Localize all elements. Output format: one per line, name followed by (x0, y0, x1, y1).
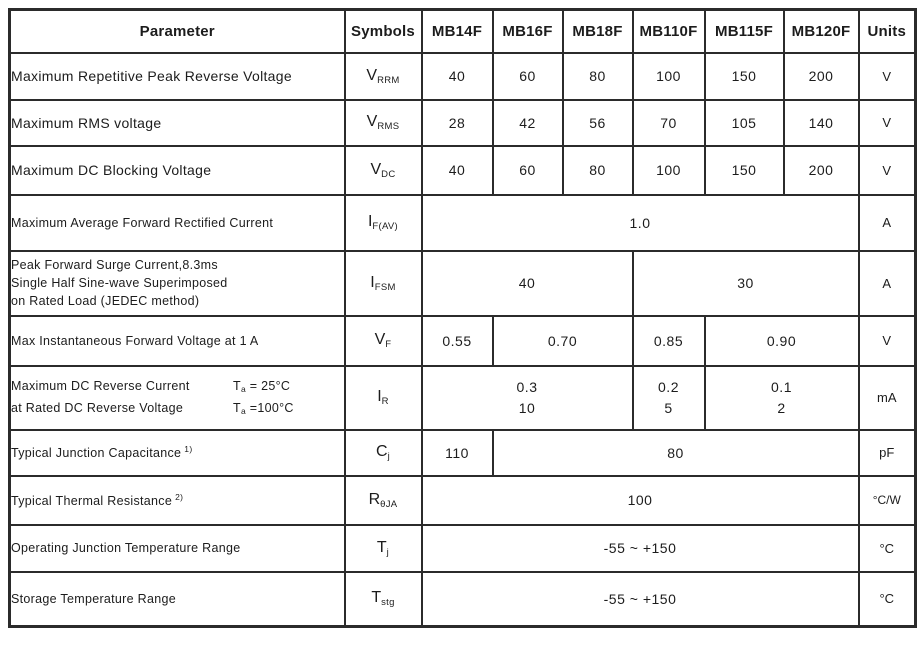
symbol-cell (345, 572, 422, 627)
unit-cell: A (859, 195, 916, 251)
value-bottom: 2 (777, 399, 786, 416)
table-header-row (10, 10, 916, 53)
symbol-subscript: j (387, 451, 390, 462)
value-cell: 100 (633, 146, 705, 195)
condition-base: T (233, 400, 241, 415)
col-header-mb110f: MB110F (633, 10, 705, 53)
param-text: Typical Thermal Resistance (11, 494, 173, 509)
value-cell: 150 (705, 53, 784, 100)
symbol-cell (345, 525, 422, 572)
value-cell: 60 (493, 146, 563, 195)
unit-cell: °C (859, 525, 916, 572)
value-cell: 140 (784, 100, 859, 146)
maximum-ratings-table (8, 8, 917, 628)
value-cell: 0.55 (422, 316, 493, 366)
unit-cell: V (859, 53, 916, 100)
value-bottom: 5 (664, 399, 673, 416)
param-cell (10, 430, 345, 476)
symbol-base: I (377, 388, 382, 405)
table-row-rthja (10, 476, 916, 525)
table-row-cj (10, 430, 916, 476)
symbol-base: C (376, 443, 388, 460)
unit-cell: V (859, 100, 916, 146)
value-cell-span-right: 30 (633, 251, 859, 316)
value-cell: 100 (633, 53, 705, 100)
table-row-tstg (10, 572, 916, 627)
col-header-symbols: Symbols (345, 10, 422, 53)
param-line: on Rated Load (JEDEC method) (11, 294, 200, 309)
unit-cell: A (859, 251, 916, 316)
param-text: Typical Junction Capacitance (11, 446, 182, 461)
table-row-vrrm (10, 53, 916, 100)
param-line: Single Half Sine-wave Superimposed (11, 275, 228, 290)
symbol-base: T (376, 538, 387, 556)
col-header-mb120f: MB120F (784, 10, 859, 53)
param-cell (10, 366, 345, 430)
symbol-subscript: θJA (380, 498, 398, 510)
value-cell: 80 (563, 146, 633, 195)
value-cell-span: 0.70 (493, 316, 633, 366)
table-row-ifsm (10, 251, 916, 316)
footnote-marker: 1) (184, 444, 193, 455)
value-cell: 105 (705, 100, 784, 146)
condition-text (233, 398, 294, 419)
value-cell-span: 80 (493, 430, 859, 476)
value-cell: 200 (784, 146, 859, 195)
symbol-cell (345, 146, 422, 195)
symbol-subscript: stg (381, 597, 395, 609)
table-row-vf (10, 316, 916, 366)
table-row-vdc (10, 146, 916, 195)
value-cell-span-all: 100 (422, 476, 859, 525)
table-row-ir (10, 366, 916, 430)
value-cell: 150 (705, 146, 784, 195)
unit-cell: °C (859, 572, 916, 627)
value-cell-span-all: -55 ~ +150 (422, 572, 859, 627)
table-row-tj (10, 525, 916, 572)
symbol-base: V (366, 66, 378, 84)
value-top: 0.3 (516, 379, 538, 396)
condition-value: =100°C (245, 400, 294, 415)
condition-subscript: a (240, 384, 246, 395)
symbol-cell (345, 476, 422, 525)
param-line (11, 376, 344, 397)
value-cell: 42 (493, 100, 563, 146)
unit-cell: pF (859, 430, 916, 476)
value-cell: 40 (422, 53, 493, 100)
value-cell-span-left: 40 (422, 251, 633, 316)
param-cell: Maximum RMS voltage (10, 100, 345, 146)
value-bottom: 10 (518, 399, 536, 416)
symbol-base: T (371, 589, 382, 607)
value-cell: 56 (563, 100, 633, 146)
col-header-mb14f: MB14F (422, 10, 493, 53)
value-top: 0.2 (658, 379, 679, 396)
unit-cell: V (859, 146, 916, 195)
symbol-subscript: RMS (377, 121, 400, 132)
value-cell: 60 (493, 53, 563, 100)
condition-subscript: a (240, 405, 246, 416)
condition-text (233, 376, 290, 397)
value-cell: 80 (563, 53, 633, 100)
col-header-mb16f: MB16F (493, 10, 563, 53)
param-cell: Operating Junction Temperature Range (10, 525, 345, 572)
symbol-subscript: RRM (377, 74, 400, 86)
symbol-cell (345, 53, 422, 100)
value-cell: 70 (633, 100, 705, 146)
value-cell-span (422, 366, 633, 430)
value-cell-span-all: 1.0 (422, 195, 859, 251)
param-cell: Storage Temperature Range (10, 572, 345, 627)
symbol-base: V (366, 113, 378, 130)
symbol-subscript: DC (381, 168, 396, 180)
value-cell: 0.85 (633, 316, 705, 366)
symbol-cell (345, 366, 422, 430)
value-cell: 110 (422, 430, 493, 476)
value-cell: 40 (422, 146, 493, 195)
symbol-base: V (370, 160, 382, 178)
symbol-subscript: F(AV) (372, 221, 399, 232)
unit-cell: V (859, 316, 916, 366)
symbol-cell (345, 100, 422, 146)
symbol-cell (345, 316, 422, 366)
param-line (11, 398, 344, 419)
param-cell (10, 251, 345, 316)
value-cell (633, 366, 705, 430)
symbol-cell (345, 251, 422, 316)
unit-cell: mA (859, 366, 916, 430)
symbol-base: R (368, 490, 381, 508)
value-cell-span-all: -55 ~ +150 (422, 525, 859, 572)
symbol-subscript: F (385, 339, 392, 350)
symbol-base: V (374, 331, 386, 348)
symbol-cell (345, 195, 422, 251)
symbol-base: I (370, 273, 375, 291)
condition-base: T (233, 379, 241, 394)
footnote-marker: 2) (175, 491, 184, 502)
symbol-subscript: R (381, 396, 389, 407)
value-cell: 28 (422, 100, 493, 146)
col-header-mb115f: MB115F (705, 10, 784, 53)
condition-value: = 25°C (245, 379, 291, 394)
col-header-parameter: Parameter (10, 10, 345, 53)
value-cell-span: 0.90 (705, 316, 859, 366)
symbol-base: I (367, 213, 373, 230)
symbol-subscript: FSM (374, 281, 396, 293)
param-cell: Maximum Repetitive Peak Reverse Voltage (10, 53, 345, 100)
value-cell: 200 (784, 53, 859, 100)
table-row-ifav (10, 195, 916, 251)
col-header-units: Units (859, 10, 916, 53)
col-header-mb18f: MB18F (563, 10, 633, 53)
param-text: at Rated DC Reverse Voltage (11, 400, 184, 415)
value-cell-span (705, 366, 859, 430)
param-line: Peak Forward Surge Current,8.3ms (11, 257, 218, 272)
unit-cell: °C/W (859, 476, 916, 525)
symbol-cell (345, 430, 422, 476)
table-row-vrms (10, 100, 916, 146)
param-cell: Maximum DC Blocking Voltage (10, 146, 345, 195)
param-cell: Maximum Average Forward Rectified Current (10, 195, 345, 251)
param-cell (10, 476, 345, 525)
param-cell: Max Instantaneous Forward Voltage at 1 A (10, 316, 345, 366)
value-top: 0.1 (771, 379, 792, 396)
symbol-subscript: j (386, 546, 390, 558)
param-text: Maximum DC Reverse Current (11, 379, 190, 394)
